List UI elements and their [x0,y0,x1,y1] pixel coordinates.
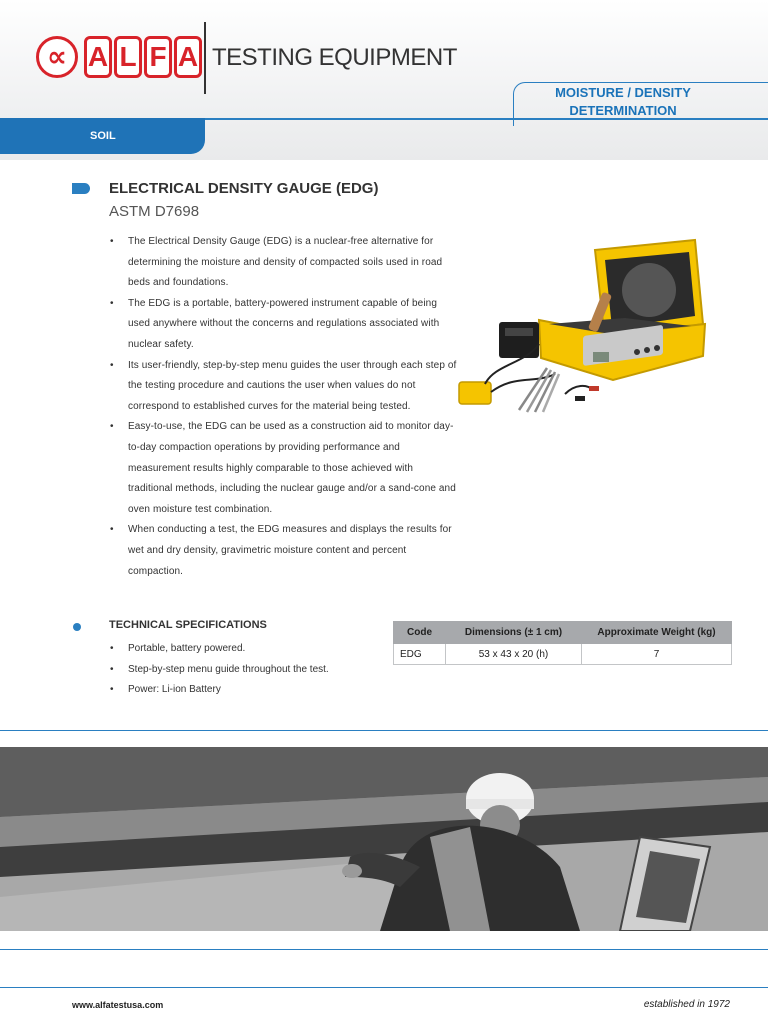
edg-product-image [455,234,710,420]
spec-bullet-icon [73,623,81,631]
divider [0,987,768,988]
spec-list [108,639,388,701]
footer-established: established in 1972 [643,999,730,1010]
list-item: • The Electrical Density Gauge (EDG) is a nuclear-free alternative for determining the moisture and density of compacted soils used in road beds and foundations. [108,232,458,294]
table-cell: 53 x 43 x 20 (h) [446,644,582,665]
logo-letter: A [174,36,202,78]
table-cell: EDG [394,644,446,665]
category-line-2: DETERMINATION [569,103,677,118]
product-description-list [108,232,458,582]
proportional-mark-icon: ∝ [36,36,78,78]
table-cell: 7 [582,644,732,665]
category-line-1: MOISTURE / DENSITY [555,85,691,100]
category-tab [523,84,723,120]
header-divider [204,22,206,94]
list-item: • Power: Li-ion Battery [108,680,388,701]
logo-letter: A [84,36,112,78]
header-rule [205,118,768,120]
table-header-code: Code [394,622,446,644]
logo-letters [82,36,202,78]
field-operator-photo [0,747,768,931]
table-header-dimensions: Dimensions (± 1 cm) [446,622,582,644]
logo-letter: L [114,36,142,78]
divider [0,949,768,950]
spec-table [393,621,732,665]
list-item: • Easy-to-use, the EDG can be used as a construction aid to monitor day-to-day compaction operations by providing performance and measurement results highly comparable to those achieved with traditional methods, including the nuclear gauge and/or a sand-cone and oven moisture test combination. [108,417,458,520]
spec-title: TECHNICAL SPECIFICATIONS [109,619,267,631]
table-header-weight: Approximate Weight (kg) [582,622,732,644]
alfa-logo[interactable] [36,36,202,78]
footer-website-link[interactable]: www.alfatestusa.com [72,1000,164,1010]
section-label-soil: SOIL [0,118,205,154]
section-marker-icon [72,183,90,194]
table-row [394,644,732,665]
logo-letter: F [144,36,172,78]
product-title: ELECTRICAL DENSITY GAUGE (EDG) [109,180,379,197]
table-header-row [394,622,732,644]
product-standard: ASTM D7698 [109,203,200,220]
divider [0,730,768,731]
list-item: • Its user-friendly, step-by-step menu guides the user through each step of the testing procedure and cautions the user when values do not correspond to established curves for the material being tested. [108,356,458,418]
list-item: • When conducting a test, the EDG measures and displays the results for wet and dry density, gravimetric moisture content and percent compaction. [108,520,458,582]
list-item: • Portable, battery powered. [108,639,388,660]
list-item: • Step-by-step menu guide throughout the test. [108,660,388,681]
list-item: • The EDG is a portable, battery-powered instrument capable of being used anywhere without the concerns and regulations associated with nuclear safety. [108,294,458,356]
header-title: TESTING EQUIPMENT [212,44,457,71]
